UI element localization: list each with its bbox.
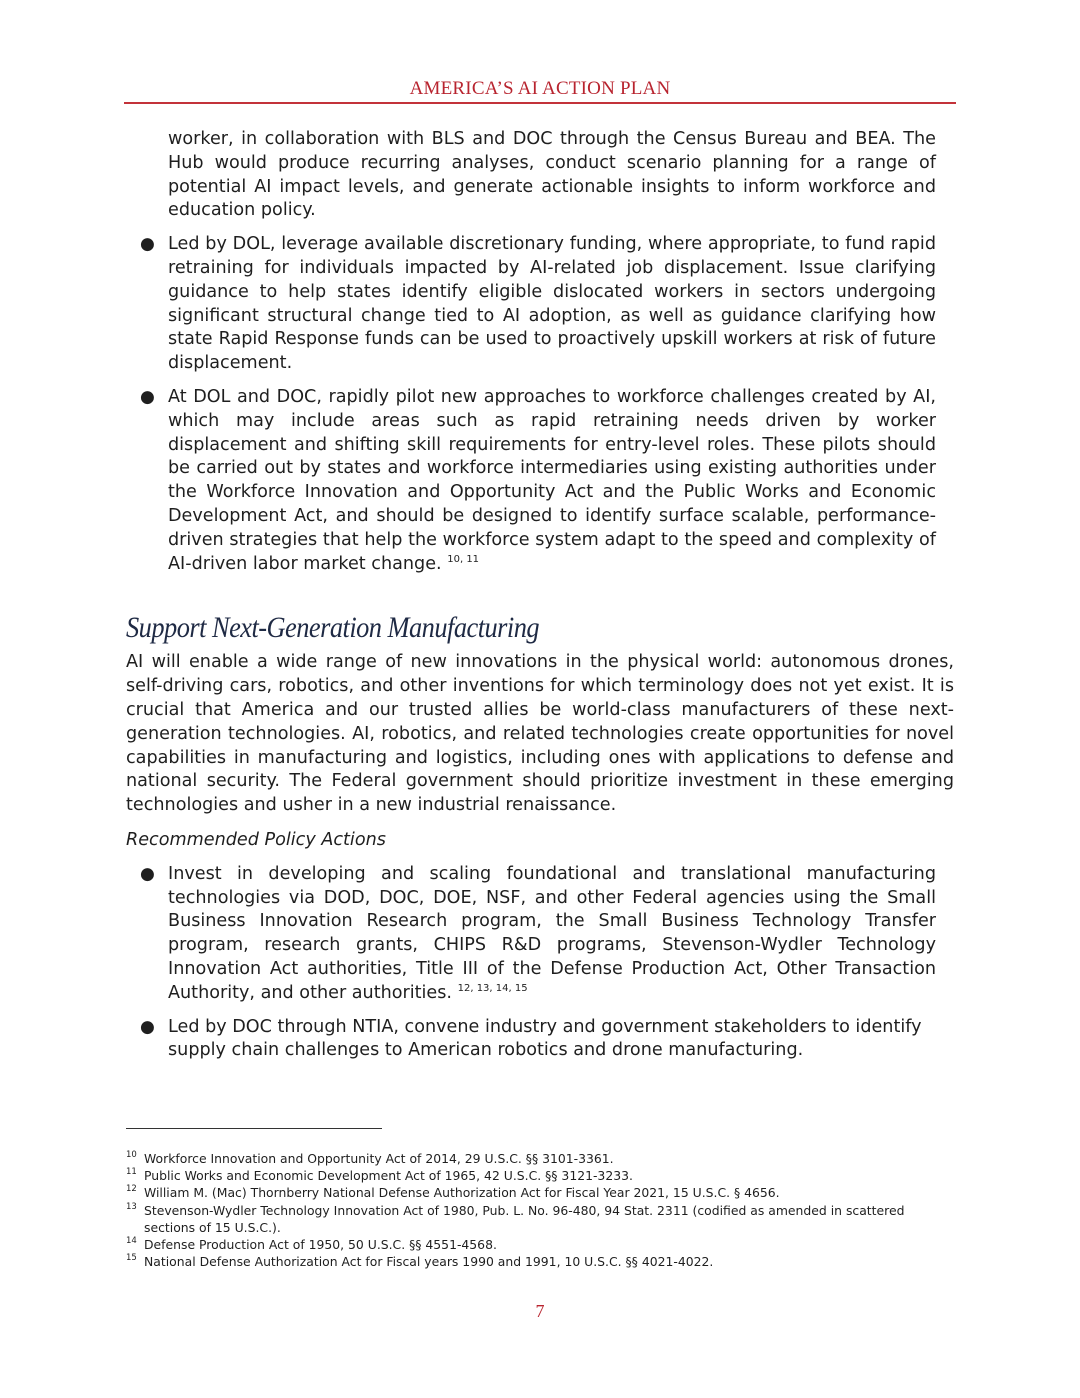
bullet-list-bottom	[126, 863, 954, 1063]
list-item	[126, 233, 936, 376]
list-item	[126, 386, 936, 576]
footnote	[126, 1167, 940, 1184]
continuation-paragraph: worker, in collaboration with BLS and DOC through the Census Bureau and BEA. The Hub would produce recurring analyses, conduct scenario planning for a range of potential AI impact levels, and generate actionable insights to inform workforce and education policy.	[168, 129, 936, 221]
footnote-text: National Defense Authorization Act for Fiscal years 1990 and 1991, 10 U.S.C. §§ 4021-4022.	[144, 1254, 714, 1270]
footnote	[126, 1184, 940, 1201]
footnote-divider	[126, 1128, 382, 1129]
footnote-text: William M. (Mac) Thornberry National Defense Authorization Act for Fiscal Year 2021, 15 U.S.C. § 4656.	[144, 1185, 780, 1201]
footnote-number: 11	[126, 1167, 137, 1178]
bullet-icon: ●	[140, 1016, 155, 1037]
footnote-reference[interactable]: 10, 11	[447, 553, 480, 565]
footnote-text: Workforce Innovation and Opportunity Act of 2014, 29 U.S.C. §§ 3101-3361.	[144, 1151, 614, 1166]
footnote	[126, 1150, 940, 1167]
footnote	[126, 1202, 940, 1236]
bullet-icon: ●	[140, 234, 155, 255]
footnote-number: 10	[126, 1150, 137, 1160]
running-header: AMERICA’S AI ACTION PLAN	[409, 78, 671, 99]
section-heading: Support Next-Generation Manufacturing	[126, 611, 540, 645]
list-item-text: Led by DOC through NTIA, convene industry and government stakeholders to identify supply chain challenges to American robotics and drone manufacturing.	[168, 1016, 922, 1061]
header-rule	[124, 102, 956, 104]
page-body	[126, 128, 954, 1073]
footnote-reference[interactable]: 12, 13, 14, 15	[457, 982, 528, 994]
bullet-list-top	[126, 233, 954, 576]
list-item-text: Led by DOL, leverage available discretionary funding, where appropriate, to fund rapid retraining for individuals impacted by AI-related job displacement. Issue clarifying guidance to help states identify eligible dislocated workers in sectors undergoing significant structural change tied to AI adoption, as well as guidance clarifying how state Rapid Response funds can be used to proactively upskill workers at risk of future displacement.	[168, 234, 936, 374]
footnote-number: 12	[126, 1184, 137, 1195]
list-item-text: Invest in developing and scaling foundational and translational manufacturing technologies via DOD, DOC, DOE, NSF, and other Federal agencies using the Small Business Innovation Research program, the Small Business Technology Transfer program, research grants, CHIPS R&D programs, Stevenson-Wydler Technology Innovation Act authorities, Title III of the Defense Production Act, Other Transaction Authority, and other authorities.	[168, 863, 936, 1003]
footnote-text: Public Works and Economic Development Act of 1965, 42 U.S.C. §§ 3121-3233.	[144, 1168, 633, 1184]
footnote	[126, 1253, 940, 1270]
footnote-number: 13	[126, 1201, 137, 1212]
footnotes	[126, 1150, 940, 1270]
page-number: 7	[535, 1301, 545, 1321]
list-item	[126, 863, 936, 1006]
bullet-icon: ●	[140, 386, 155, 407]
section-paragraph: AI will enable a wide range of new innovations in the physical world: autonomous drones, self-driving cars, robotics, and other inventions for which terminology does not yet exist. It is crucial that America and our trusted allies be world-class manufacturers of these next-generation technologies. AI, robotics, and related technologies create opportunities for novel capabilities in manufacturing and logistics, including ones with applications to defense and national security. The Federal government should prioritize investment in these emerging technologies and usher in a new industrial renaissance.	[126, 652, 954, 816]
footnote-number: 14	[126, 1236, 137, 1247]
list-item-text: At DOL and DOC, rapidly pilot new approaches to workforce challenges created by AI, which may include areas such as rapid retraining needs driven by worker displacement and shifting skill requirements for entry-level roles. These pilots should be carried out by states and workforce intermediaries using existing authorities under the Workforce Innovation and Opportunity Act and the Public Works and Economic Development Act, and should be designed to identify surface scalable, performance-driven strategies that help the workforce system adapt to the speed and complexity of AI-driven labor market change.	[168, 386, 936, 574]
list-item	[126, 1016, 936, 1064]
footnote-text: Defense Production Act of 1950, 50 U.S.C. §§ 4551-4568.	[144, 1237, 497, 1253]
bullet-icon: ●	[140, 863, 155, 884]
footnote-number: 15	[126, 1253, 137, 1264]
subheading: Recommended Policy Actions	[126, 829, 386, 850]
footnote	[126, 1236, 940, 1253]
footnote-text: Stevenson-Wydler Technology Innovation Act of 1980, Pub. L. No. 96-480, 94 Stat. 2311 (codified as amended in scattered sections of 15 U.S.C.).	[144, 1202, 905, 1235]
